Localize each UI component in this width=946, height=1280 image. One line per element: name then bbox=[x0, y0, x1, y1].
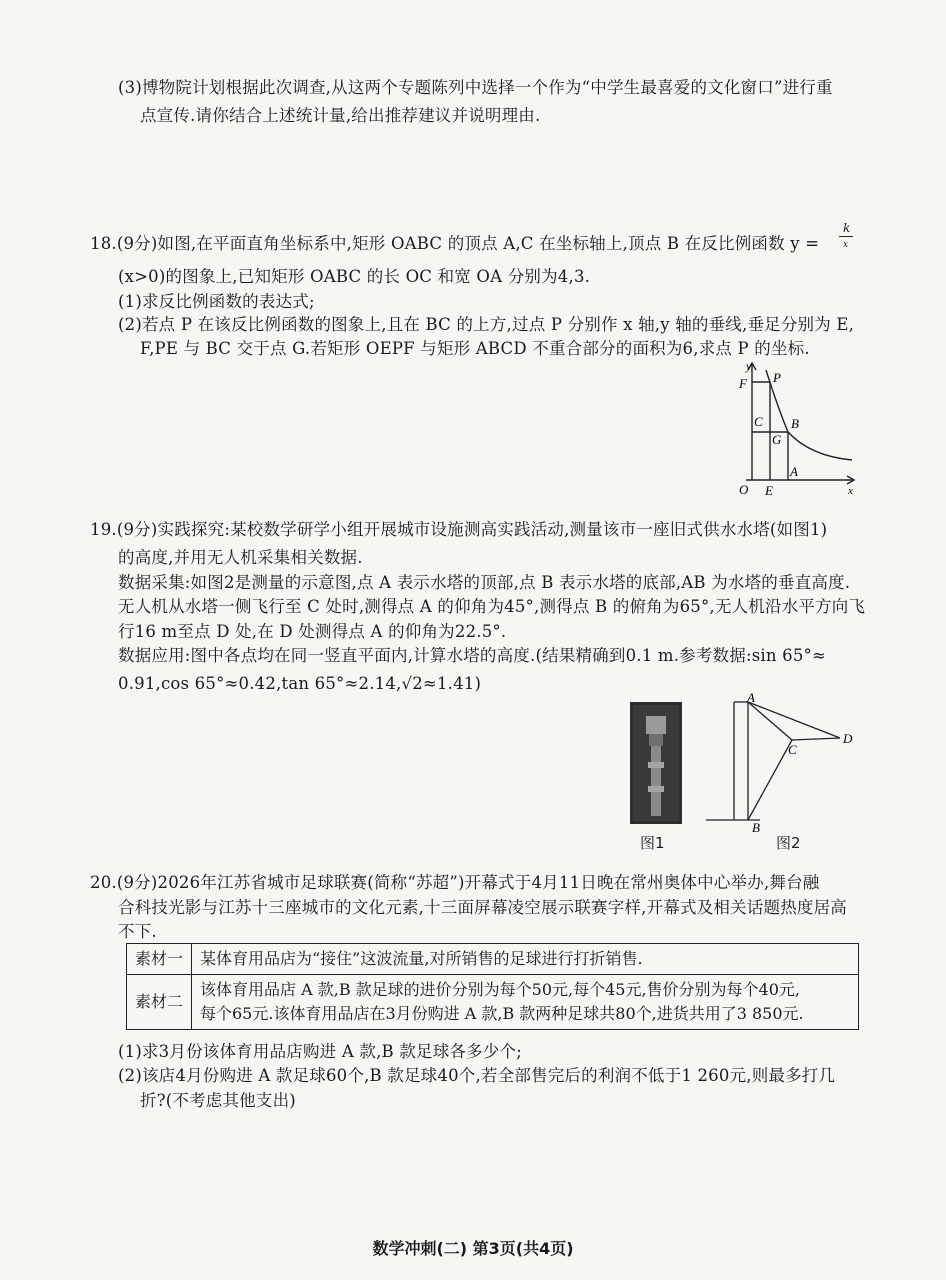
fraction-bar bbox=[839, 236, 853, 237]
label-b: B bbox=[752, 820, 760, 835]
q20-line3: 不下. bbox=[118, 922, 157, 941]
q18-coordinate-figure bbox=[730, 360, 860, 500]
q17-part3-line2: 点宣传.请你结合上述统计量,给出推荐建议并说明理由. bbox=[140, 106, 541, 125]
q18-line2: (x>0)的图象上,已知矩形 OABC 的长 OC 和宽 OA 分别为4,3. bbox=[118, 267, 591, 286]
q20-line2: 合科技光影与江苏十三座城市的文化元素,十三面屏幕凌空展示联赛字样,开幕式及相关话题热度居高 bbox=[118, 898, 847, 917]
q19-line7: 0.91,cos 65°≈0.42,tan 65°≈2.14,√2≈1.41) bbox=[118, 674, 482, 693]
segment-cd bbox=[792, 738, 840, 740]
label-b: B bbox=[791, 416, 799, 431]
label-e: E bbox=[765, 483, 773, 498]
q19-line6: 数据应用:图中各点均在同一竖直平面内,计算水塔的高度.(结果精确到0.1 m.参考数据:sin 65°≈ bbox=[118, 646, 827, 665]
label-c: C bbox=[754, 414, 763, 429]
q19-line4: 无人机从水塔一侧飞行至 C 处时,测得点 A 的仰角为45°,测得点 B 的俯角为65°,无人机沿水平方向飞 bbox=[118, 597, 866, 616]
material-row-2 bbox=[127, 975, 859, 1030]
q20-part2-line1: (2)该店4月份购进 A 款足球60个,B 款足球40个,若全部售完后的利润不低于1 260元,则最多打几 bbox=[118, 1066, 836, 1085]
rectangle-oepf bbox=[752, 382, 770, 480]
label-a: A bbox=[747, 690, 755, 705]
q19-line1: 19.(9分)实践探究:某校数学研学小组开展城市设施测高实践活动,测量该市一座旧式供水水塔(如图1) bbox=[90, 520, 828, 539]
q18-fraction-numerator: k bbox=[843, 221, 851, 235]
material1-label: 素材一 bbox=[127, 944, 192, 975]
label-o: O bbox=[739, 482, 749, 497]
q18-fraction-denominator: x bbox=[843, 240, 849, 250]
material2-text bbox=[192, 975, 859, 1030]
material-row-1 bbox=[127, 944, 859, 975]
q18-part2-line2: F,PE 与 BC 交于点 G.若矩形 OEPF 与矩形 ABCD 不重合部分的面积为6,求点 P 的坐标. bbox=[140, 339, 810, 358]
figure2-caption: 图2 bbox=[776, 834, 801, 852]
q19-line2: 的高度,并用无人机采集相关数据. bbox=[118, 548, 363, 567]
q20-part2-line2: 折?(不考虑其他支出) bbox=[140, 1091, 296, 1110]
q17-part3-line1: (3)博物院计划根据此次调查,从这两个专题陈列中选择一个作为“中学生最喜爱的文化窗口”进行重 bbox=[118, 78, 833, 97]
label-p: P bbox=[773, 370, 781, 385]
segment-ac bbox=[748, 702, 792, 740]
q18-part2-line1: (2)若点 P 在该反比例函数的图象上,且在 BC 的上方,过点 P 分别作 x 轴,y 轴的垂线,垂足分别为 E, bbox=[118, 315, 855, 334]
q18-part1: (1)求反比例函数的表达式; bbox=[118, 292, 315, 311]
figure1-caption: 图1 bbox=[640, 834, 665, 852]
material2-label: 素材二 bbox=[127, 975, 192, 1030]
page-footer: 数学冲刺(二) 第3页(共4页) bbox=[372, 1239, 574, 1258]
label-a: A bbox=[790, 464, 798, 479]
label-y: y bbox=[746, 360, 752, 373]
material2-text-line2: 每个65元.该体育用品店在3月份购进 A 款,B 款两种足球共80个,进货共用了3 850元. bbox=[200, 1004, 804, 1023]
segment-bc bbox=[748, 740, 792, 820]
label-c: C bbox=[788, 742, 797, 757]
water-tower-photo bbox=[630, 702, 682, 824]
q20-part1: (1)求3月份该体育用品店购进 A 款,B 款足球各多少个; bbox=[118, 1042, 522, 1061]
q18-line1: 18.(9分)如图,在平面直角坐标系中,矩形 OABC 的顶点 A,C 在坐标轴上,顶点 B 在反比例函数 y = bbox=[90, 234, 820, 253]
material1-text: 某体育用品店为“接住”这波流量,对所销售的足球进行打折销售. bbox=[192, 944, 859, 975]
label-g: G bbox=[772, 432, 782, 447]
label-x: x bbox=[848, 485, 853, 497]
measurement-diagram bbox=[700, 690, 870, 840]
materials-table bbox=[126, 943, 859, 1030]
segment-ad bbox=[748, 702, 840, 738]
material2-text-line1: 该体育用品店 A 款,B 款足球的进价分别为每个50元,每个45元,售价分别为每个40元, bbox=[200, 980, 800, 999]
q20-line1: 20.(9分)2026年江苏省城市足球联赛(简称“苏超”)开幕式于4月11日晚在常州奥体中心举办,舞台融 bbox=[90, 873, 820, 892]
q19-line5: 行16 m至点 D 处,在 D 处测得点 A 的仰角为22.5°. bbox=[118, 622, 507, 641]
q19-line3: 数据采集:如图2是测量的示意图,点 A 表示水塔的顶部,点 B 表示水塔的底部,AB 为水塔的垂直高度. bbox=[118, 573, 851, 592]
label-d: D bbox=[843, 731, 853, 746]
label-f: F bbox=[739, 376, 747, 391]
